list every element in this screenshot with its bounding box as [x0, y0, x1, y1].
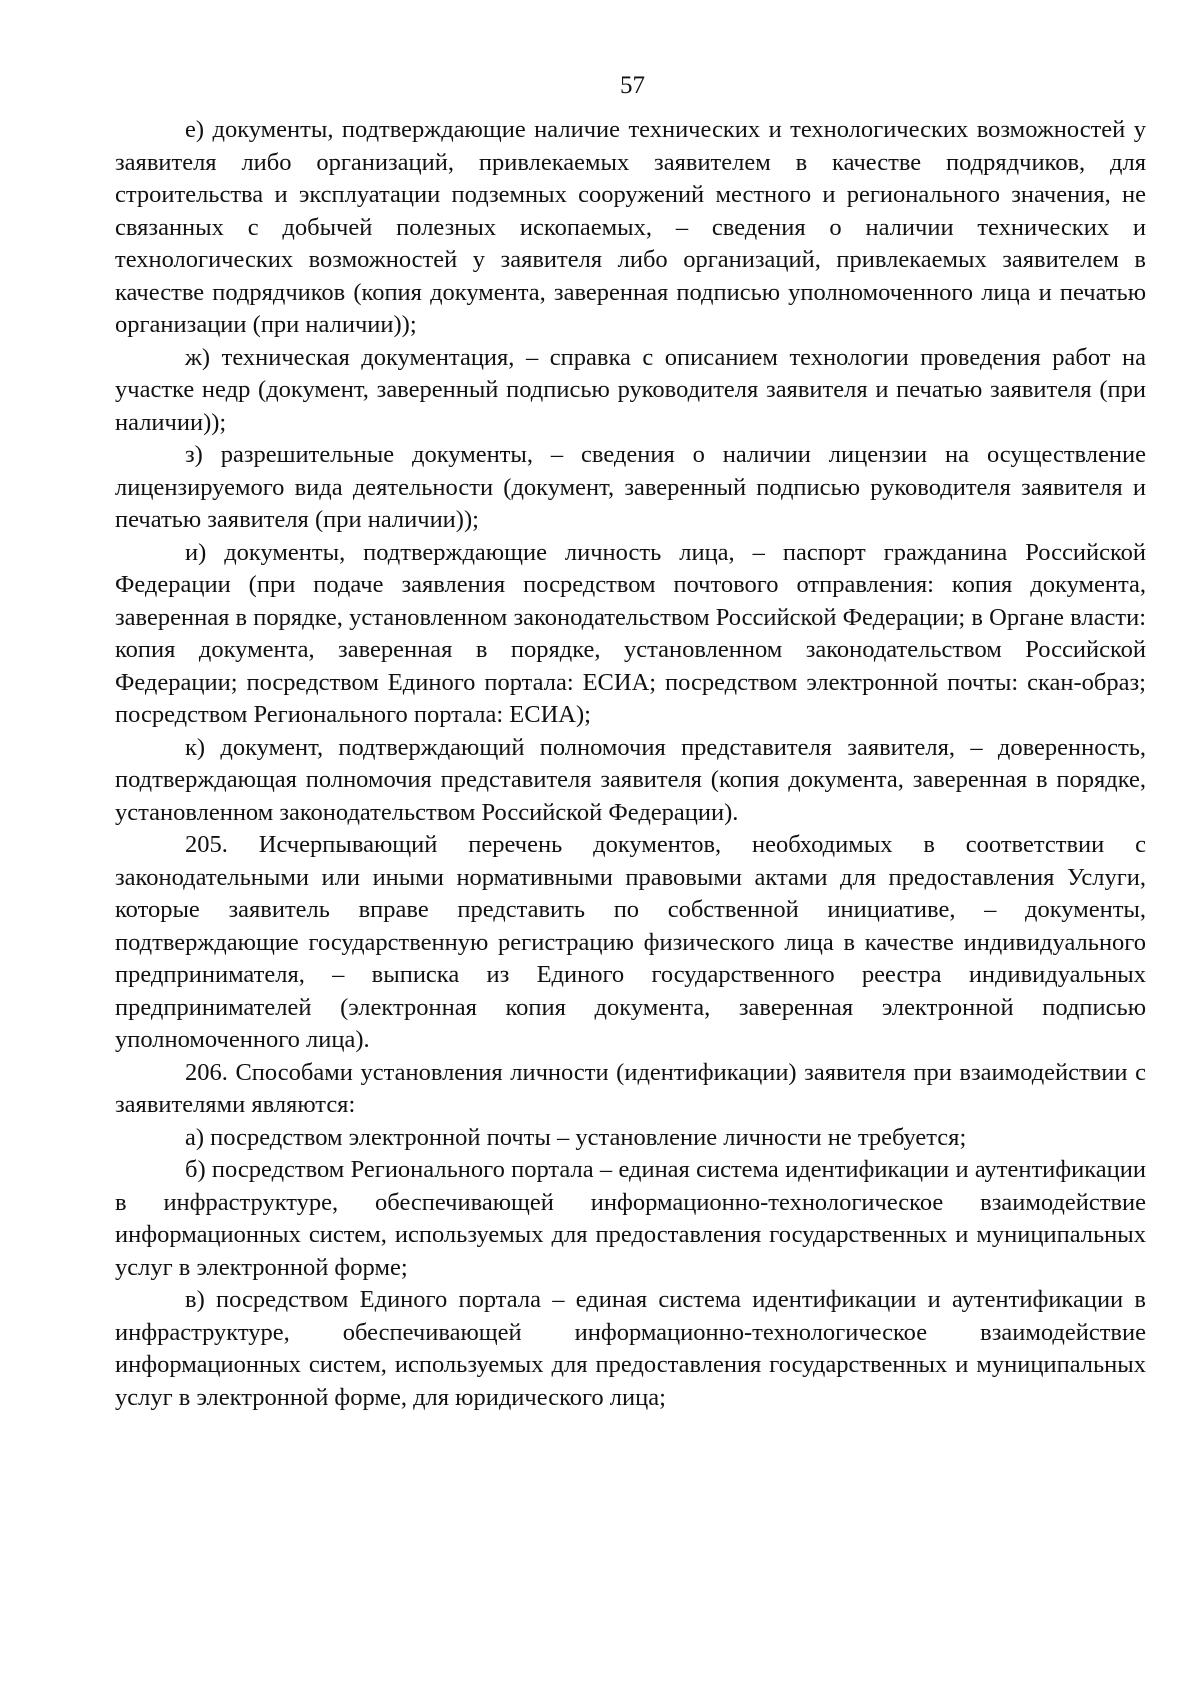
paragraph-item-zh: ж) техническая документация, – справка с описанием технологии проведения работ на участке недр (документ, заверенный подписью руководителя заявителя и печатью заявителя (при наличии)); — [115, 343, 1146, 436]
paragraph-item-e: е) документы, подтверждающие наличие технических и технологических возможностей у заявителя либо организаций, привлекаемых заявителем в качестве подрядчиков, для строительства и эксплуатации подземных сооружений местного и регионального значения, не связанных с добычей полезных ископаемых, – сведения о наличии технических и технологических возможностей у заявителя либо организаций, привлекаемых заявителем в качестве подрядчиков (копия документа, заверенная подписью уполномоченного лица и печатью организации (при наличии)); — [115, 116, 1146, 338]
paragraph-item-b: б) посредством Регионального портала – единая система идентификации и аутентификации в инфраструктуре, обеспечивающей информационно-технологическое взаимодействие информационных систем, используемых для предоставления государственных и муниципальных услуг в электронной форме; — [115, 1156, 1146, 1281]
paragraph-206: 206. Способами установления личности (идентификации) заявителя при взаимодействии с заявителями являются: — [115, 1058, 1146, 1118]
paragraph-205: 205. Исчерпывающий перечень документов, необходимых в соответствии с законодательными или иными нормативными правовыми актами для предоставления Услуги, которые заявитель вправе представить по собственной инициативе, – документы, подтверждающие государственную регистрацию физического лица в качестве индивидуального предпринимателя, – выписка из Единого государственного реестра индивидуальных предпринимателей (электронная копия документа, заверенная электронной подписью уполномоченного лица). — [115, 831, 1146, 1053]
paragraph-item-v: в) посредством Единого портала – единая система идентификации и аутентификации в инфраструктуре, обеспечивающей информационно-технологическое взаимодействие информационных систем, используемых для предоставления государственных и муниципальных услуг в электронной форме, для юридического лица; — [115, 1286, 1146, 1411]
paragraph-item-a: а) посредством электронной почты – установление личности не требуется; — [185, 1123, 967, 1151]
page-number: 57 — [620, 72, 645, 99]
document-body — [115, 114, 1146, 1414]
paragraph-item-i: и) документы, подтверждающие личность лица, – паспорт гражданина Российской Федерации (при подаче заявления посредством почтового отправления: копия документа, заверенная в порядке, установленном законодательством Российской Федерации; в Органе власти: копия документа, заверенная в порядке, установленном законодательством Российской Федерации; посредством Единого портала: ЕСИА; посредством электронной почты: скан-образ; посредством Регионального портала: ЕСИА); — [115, 538, 1146, 728]
paragraph-item-z: з) разрешительные документы, – сведения о наличии лицензии на осуществление лицензируемого вида деятельности (документ, заверенный подписью руководителя заявителя и печатью заявителя (при наличии)); — [115, 441, 1146, 533]
paragraph-item-k: к) документ, подтверждающий полномочия представителя заявителя, – доверенность, подтверждающая полномочия представителя заявителя (копия документа, заверенная в порядке, установленном законодательством Российской Федерации). — [115, 733, 1146, 826]
